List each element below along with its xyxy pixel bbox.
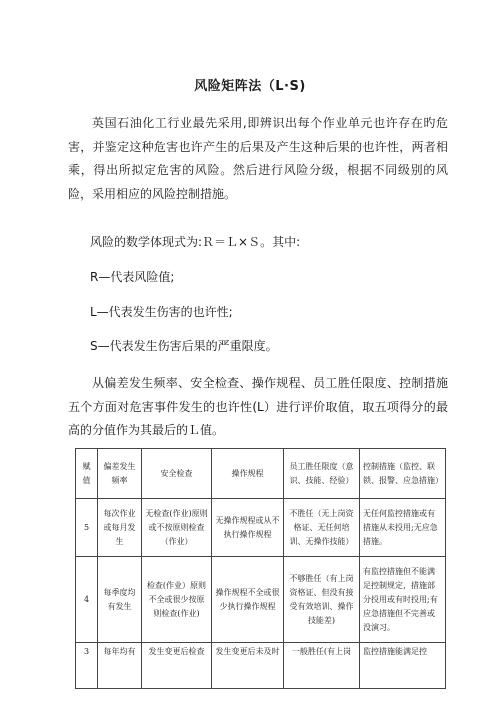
header-cell: 偏差发生频率	[98, 449, 142, 499]
page-title: 风险矩阵法（L·S)	[194, 79, 306, 94]
header-cell: 安全检查	[142, 449, 212, 499]
table-cell: 每季度均有发生	[98, 557, 142, 643]
table-cell: 无操作规程或从不执行操作规程	[212, 499, 284, 557]
table-cell: 无检查(作业)原则或不按原则检查（作业）	[142, 499, 212, 557]
header-cell: 操作规程	[212, 449, 284, 499]
table-cell: 检查(作业）原则不全或很少按原则检查(作业)	[142, 557, 212, 643]
table-cell: 5	[76, 499, 98, 557]
header-cell: 赋值	[76, 449, 98, 499]
table-cell: 每次作业或每月发生	[98, 499, 142, 557]
method-paragraph: 从偏差发生频率、安全检查、操作规程、员工胜任限度、控制措施五个方面对危害事件发生的也许性(L）进行评价取值，取五项得分的最高的分值作为其最后的Ｌ值。	[68, 376, 448, 437]
header-cell: 控制措施（监控、联锁、报警、应急措施）	[360, 449, 446, 499]
table-header-row	[76, 449, 446, 499]
table-cell: 无任何监控措施或有措施从未投用;无应急措施。	[360, 499, 446, 557]
table-cell: 发生变更后未及时	[212, 643, 284, 689]
table-cell: 有监控措施但不能满足控制规定，措施部分投用或有时投用;有应急措施但不完善或没演习。	[360, 557, 446, 643]
table-cell: 4	[76, 557, 98, 643]
table-row	[76, 643, 446, 689]
formula-line: 风险的数学体现式为:Ｒ＝Ｌ×Ｓ。其中:	[90, 235, 301, 249]
table-cell: 不胜任（无上岗资格证、无任何培训、无操作技能）	[284, 499, 360, 557]
definition-r: R—代表风险值;	[90, 270, 175, 284]
definition-l: L—代表发生伤害的也许性;	[90, 305, 233, 319]
table-cell: 发生变更后检查	[142, 643, 212, 689]
table-row	[76, 499, 446, 557]
likelihood-table	[75, 448, 446, 689]
table-row	[76, 557, 446, 643]
table-cell: 监控措施能满足控	[360, 643, 446, 689]
header-cell: 员工胜任限度（意识、技能、经验）	[284, 449, 360, 499]
table-cell: 操作规程不全或很少执行操作规程	[212, 557, 284, 643]
intro-paragraph: 英国石油化工行业最先采用,即辨识出每个作业单元也许存在旳危害，并鉴定这种危害也许产生的后果及产生这种后果的也许性，两者相乘，得出所拟定危害的风险。然后进行风险分级，根据不同级别的风险，采用相应的风险控制措施。	[68, 116, 448, 201]
table-cell: 一般胜任(有上岗	[284, 643, 360, 689]
table-cell: 每年均有	[98, 643, 142, 689]
table-cell: 3	[76, 643, 98, 689]
definition-s: S—代表发生伤害后果的严重限度。	[90, 339, 278, 353]
table-cell: 不够胜任（有上岗资格证、但没有接受有效培训、操作技能差)	[284, 557, 360, 643]
